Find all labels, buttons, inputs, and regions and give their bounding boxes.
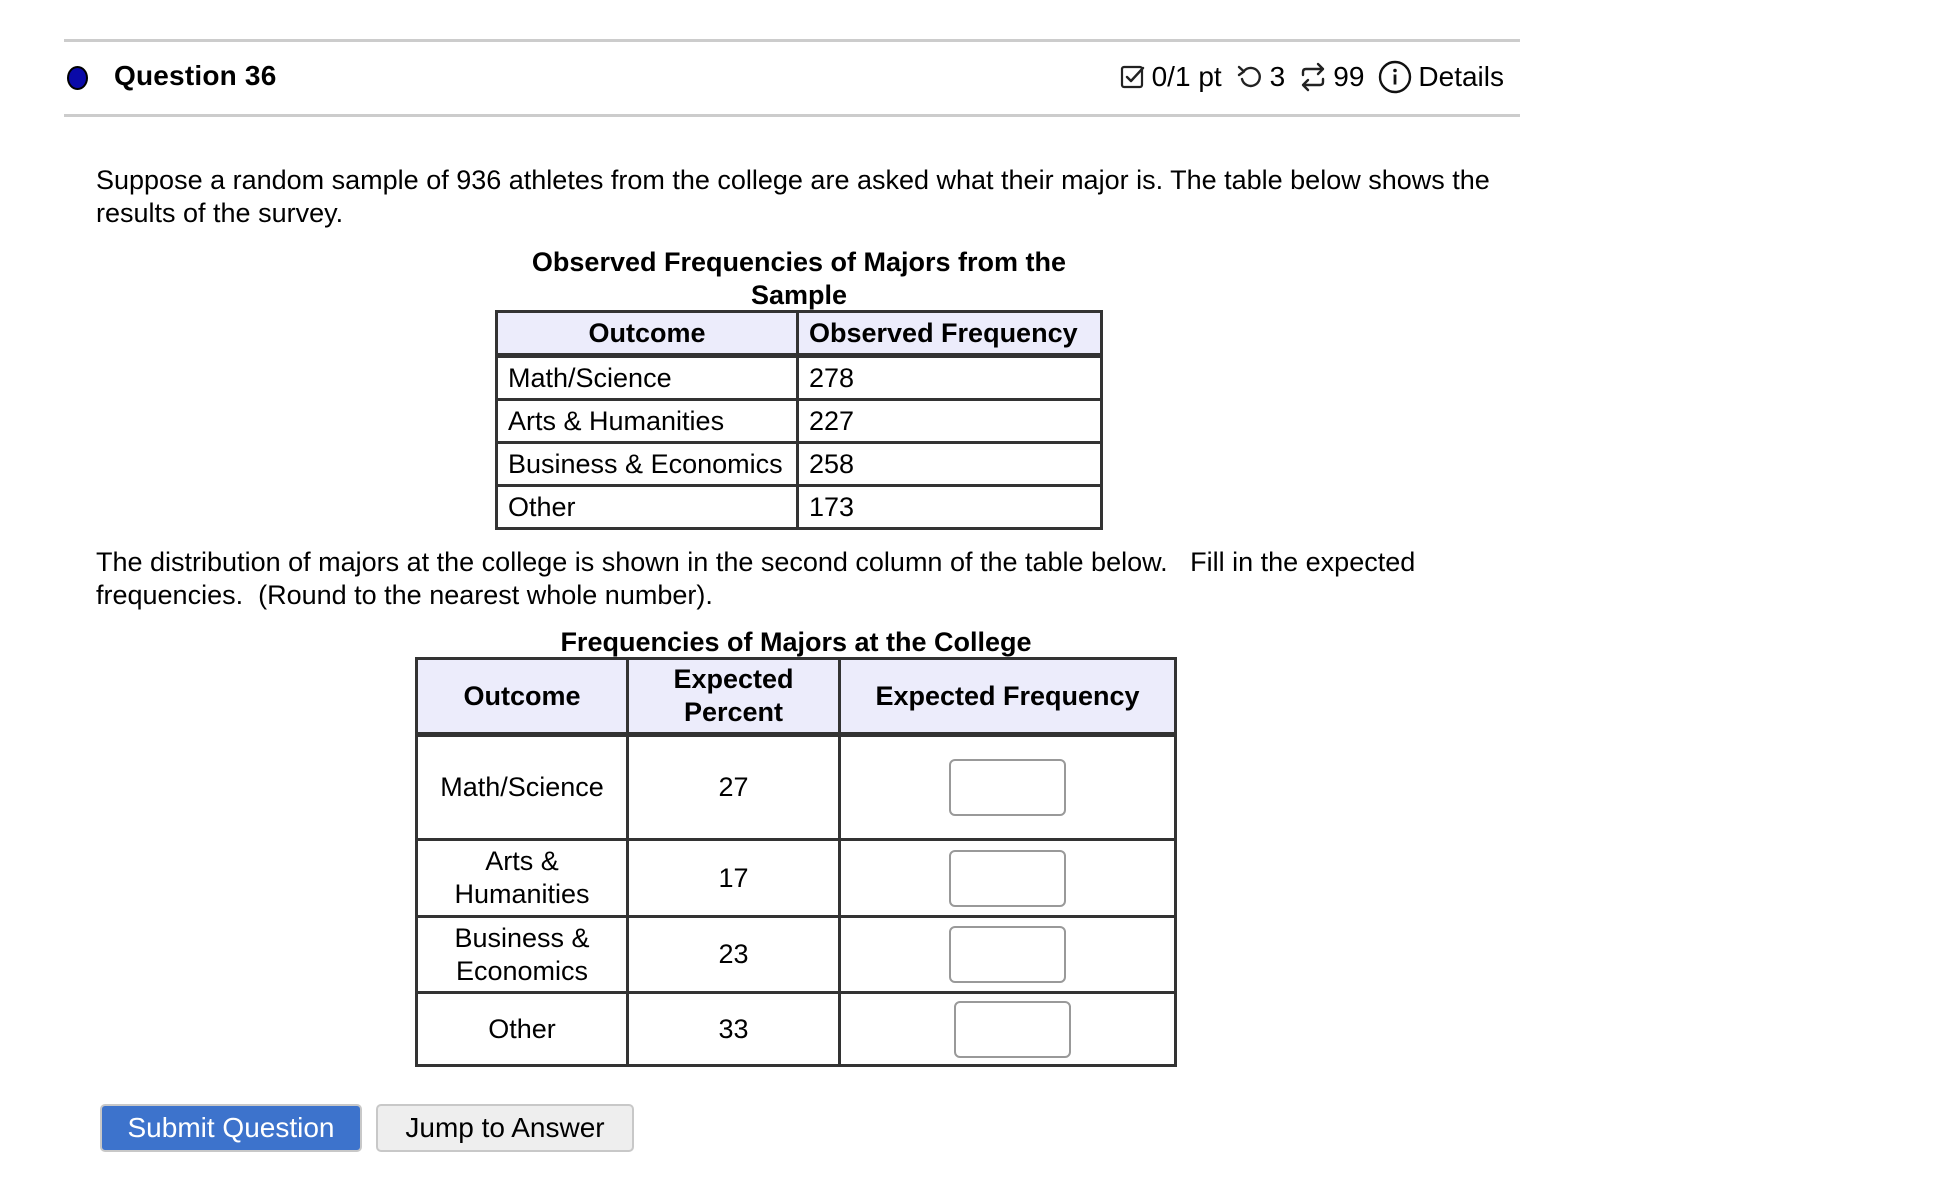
answer-cell [840, 993, 1176, 1066]
table-row [417, 917, 1176, 993]
repeat-attempts-icon [1299, 62, 1327, 92]
retries-count: 3 [1269, 61, 1286, 92]
outcome-cell: Other [417, 993, 628, 1066]
answer-cell [840, 840, 1176, 917]
column-header-outcome: Outcome [497, 312, 798, 356]
undo-retry-icon [1236, 63, 1264, 91]
header-top-divider [64, 39, 1520, 42]
outcome-cell: Math/Science [497, 356, 798, 400]
answer-cell [840, 917, 1176, 993]
observed-frequencies-table [495, 310, 1103, 530]
table-row [417, 735, 1176, 840]
table-header-row [497, 312, 1102, 356]
attempts-count: 99 [1333, 61, 1365, 92]
outcome-cell: Business & Economics [497, 443, 798, 486]
details-label[interactable]: Details [1418, 61, 1504, 92]
table-row [417, 840, 1176, 917]
submit-question-button[interactable]: Submit Question [100, 1104, 362, 1152]
instructions-text: The distribution of majors at the college is shown in the second column of the table below. Fill in the expected frequencies. (Round to the nearest whole number). [96, 547, 1423, 610]
outcome-cell: Other [497, 486, 798, 529]
column-header-outcome: Outcome [417, 659, 628, 735]
outcome-cell [417, 840, 628, 917]
frequency-cell: 278 [798, 356, 1102, 400]
column-header-expected-percent [628, 659, 840, 735]
checkbox-check-icon [1120, 64, 1146, 90]
table-row [417, 993, 1176, 1066]
question-meta [1106, 60, 1504, 94]
expected-frequencies-table [415, 657, 1177, 1067]
frequency-cell: 173 [798, 486, 1102, 529]
expected-frequency-input-other[interactable] [954, 1001, 1071, 1058]
expected-frequency-input-math-science[interactable] [949, 759, 1066, 816]
frequency-cell: 227 [798, 400, 1102, 443]
question-intro-text: Suppose a random sample of 936 athletes from the college are asked what their major is. The table below shows the results of the survey. [96, 165, 1490, 228]
outcome-cell: Arts & Humanities [497, 400, 798, 443]
expected-frequency-input-arts-humanities[interactable] [949, 850, 1066, 907]
percent-cell: 27 [628, 735, 840, 840]
column-header-expected-frequency: Expected Frequency [840, 659, 1176, 735]
answer-cell [840, 735, 1176, 840]
percent-cell: 17 [628, 840, 840, 917]
score-group [1120, 61, 1222, 93]
expected-percent-label: Expected Percent [673, 664, 794, 727]
table-row [497, 486, 1102, 529]
table-header-row [417, 659, 1176, 735]
outcome-label: Business & Economics [454, 922, 590, 986]
outcome-label: Arts & Humanities [454, 846, 590, 909]
observed-table-caption: Observed Frequencies of Majors from the Sample [531, 247, 1067, 310]
info-circle-icon[interactable] [1378, 60, 1412, 94]
details-button[interactable] [1378, 60, 1504, 94]
expected-table-caption: Frequencies of Majors at the College [560, 627, 1032, 657]
header-bottom-divider [64, 114, 1520, 117]
column-header-observed-frequency: Observed Frequency [798, 312, 1102, 356]
expected-frequency-input-business-economics[interactable] [949, 926, 1066, 983]
table-row [497, 443, 1102, 486]
retries-group [1236, 61, 1286, 93]
table-row [497, 356, 1102, 400]
question-status-dot [67, 66, 88, 90]
percent-cell: 23 [628, 917, 840, 993]
question-title: Question 36 [114, 60, 277, 91]
percent-cell: 33 [628, 993, 840, 1066]
frequency-cell: 258 [798, 443, 1102, 486]
outcome-cell [417, 917, 628, 993]
attempts-group [1299, 61, 1364, 93]
score-value: 0/1 pt [1151, 61, 1222, 92]
outcome-cell: Math/Science [417, 735, 628, 840]
jump-to-answer-button[interactable]: Jump to Answer [376, 1104, 634, 1152]
table-row [497, 400, 1102, 443]
